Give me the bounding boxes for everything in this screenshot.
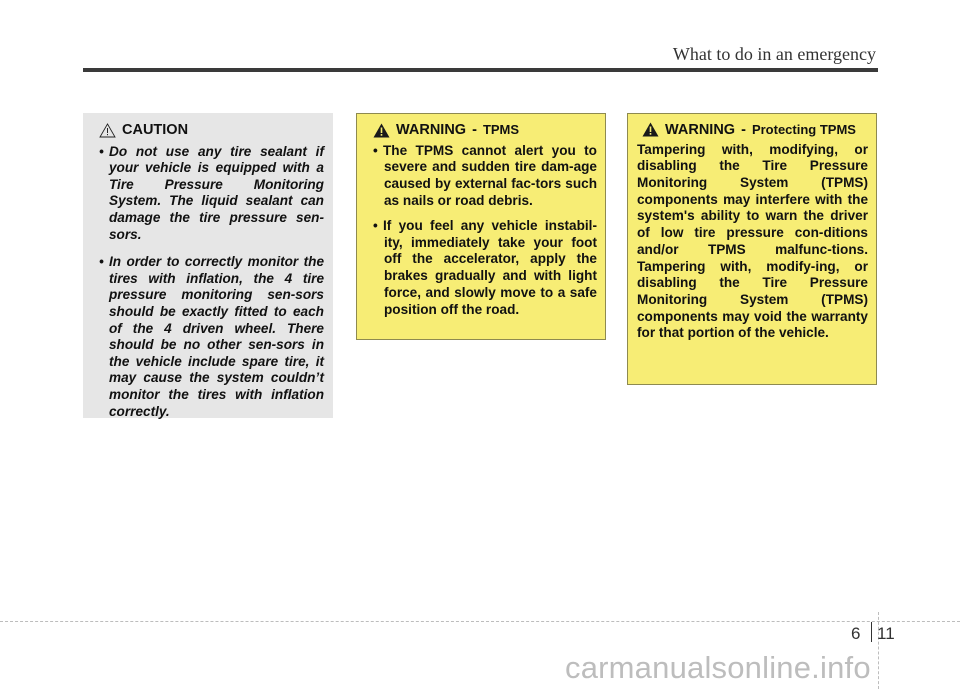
watermark: carmanualsonline.info [565,650,871,685]
warning-protect-title: WARNING [665,122,736,138]
caution-item-text: In order to correctly monitor the tires with inflation, the 4 tire pressure monitoring sen-sors should be exactly fitted to each of the 4 driven wheel. There should be no other sen-sors in the vehicle include spare tire, it may cause the system couldn’t monitor the tires with inflation correctly. [109,254,324,419]
bullet: • [373,217,378,233]
warning-tpms-item [367,143,597,210]
caution-box [83,113,333,418]
caution-triangle-icon [99,123,116,138]
page-separator [871,622,872,642]
warning-triangle-icon [642,122,659,137]
warning-tpms-box [356,113,606,340]
bullet: • [99,143,104,159]
warning-tpms-header [373,122,597,139]
warning-protect-dash: - [741,122,746,138]
bullet: • [99,254,104,270]
warning-tpms-list [367,143,597,319]
header-rule [83,68,878,72]
bullet: • [373,142,378,158]
section-title: What to do in an emergency [672,44,876,64]
caution-item [93,254,324,420]
warning-tpms-item-text: The TPMS cannot alert you to severe and sudden tire dam-age caused by external fac-tors such as nails or road debris. [383,142,597,208]
warning-protect-body: Tampering with, modifying, or disabling the Tire Pressure Monitoring System (TPMS) components may interfere with the system's ability to warn the driver of low tire pressure con-ditions and/or TPMS malfunc-tions. Tampering with, modify-ing, or disabling the Tire Pressure Monitoring System (TPMS) components may void the warranty for that portion of the vehicle. [637,141,868,341]
warning-tpms-title: WARNING [396,122,467,138]
warning-protect-subtitle: Protecting TPMS [751,122,856,137]
footer-rule [0,621,960,622]
page-number: 11 [877,624,895,643]
warning-triangle-icon [373,123,390,138]
caution-title: CAUTION [122,122,189,138]
warning-tpms-item [367,218,597,319]
warning-tpms-item-text: If you feel any vehicle instabil-ity, immediately take your foot off the accelerator, apply the brakes gradually and with light force, and slowly move to a safe position off the road. [383,217,597,317]
caution-header [99,122,324,139]
warning-tpms-subtitle: TPMS [482,122,520,137]
warning-protect-header [642,122,868,139]
section-number: 6 [851,624,861,643]
caution-item [93,144,324,244]
caution-item-text: Do not use any tire sealant if your vehicle is equipped with a Tire Pressure Monitoring System. The liquid sealant can damage the tire pressure sen-sors. [109,143,324,242]
warning-protect-box [627,113,877,385]
warning-tpms-dash: - [472,122,477,138]
caution-list [93,144,324,421]
